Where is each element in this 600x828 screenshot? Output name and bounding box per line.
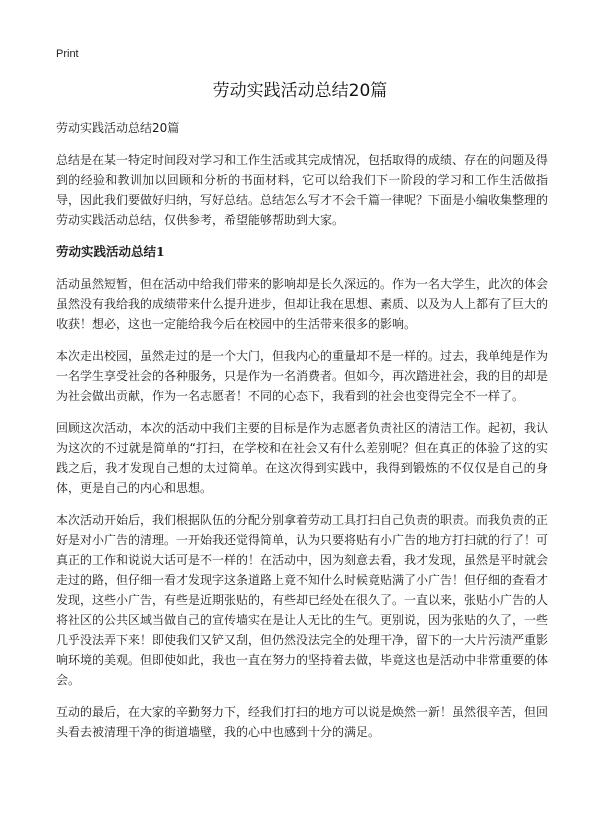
body-paragraph-2: 本次走出校园，虽然走过的是一个大门，但我内心的重量却不是一样的。过去，我单纯是作为一名学生享受社会的各种服务，只是作为一名消费者。但如今，再次踏进社会，我的目的却是为社会做出贡献，作为一名志愿者！不同的心态下，我看到的社会也变得完全不一样了。 — [56, 349, 549, 403]
intro-paragraph: 总结是在某一特定时间段对学习和工作生活或其完成情况，包括取得的成绩、存在的问题及得到的经验和教训加以回顾和分析的书面材料，它可以给我们下一阶段的学习和工作生活做指导，因此我们要做好归纳，写好总结。总结怎么写才不会千篇一律呢？下面是小编收集整理的劳动实践活动总结，仅供参考，希望能够帮助到大家。 — [56, 153, 549, 227]
body-paragraph-4: 本次活动开始后，我们根据队伍的分配分别拿着劳动工具打扫自己负责的职责。而我负责的正好是对小广告的清理。一开始我还觉得简单，认为只要将贴有小广告的地方打扫就的行了！可真正的工作和说说大话可是不一样的！在活动中，因为刻意去看，我才发现，虽然是平时就会走过的路，但仔细一看才发现字这条道路上竟不知什么时候竟贴满了小广告！但仔细的查看才发现，这些小广告，有些是近期张贴的，有些却已经处在很久了。一直以来，张贴小广告的人将社区的公共区域当做自己的宣传墙实在是让人无比的生气。更别说，因为张贴的久了，一些几乎没法弄下来！即使我们又铲又刮，但仍然没法完全的处理干净，留下的一大片污渍严重影响环境的美观。但即使如此，我也一直在努力的坚持着去做，毕竟这也是活动中非常重要的体会。 — [56, 513, 549, 687]
document-body — [56, 118, 548, 754]
body-paragraph-3: 回顾这次活动，本次的活动中我们主要的目标是作为志愿者负责社区的清洁工作。起初，我认为这次的不过就是简单的“打扫，在学校和在社会又有什么差别呢？但在真正的体验了这的实践之后，我才发现自己想的太过简单。在这次得到实践中，我得到锻炼的不仅仅是自己的身体，更是自己的内心和思想。 — [56, 421, 549, 495]
body-paragraph-5: 互动的最后，在大家的辛勤努力下，经我们打扫的地方可以说是焕然一新！虽然很辛苦，但回头看去被清理干净的街道墙壁，我的心中也感到十分的满足。 — [56, 705, 549, 739]
section-heading: 劳动实践活动总结1 — [56, 244, 165, 259]
document-subtitle: 劳动实践活动总结20篇 — [56, 121, 180, 135]
print-link[interactable]: Print — [56, 48, 79, 60]
body-paragraph-1: 活动虽然短暂，但在活动中给我们带来的影响却是长久深远的。作为一名大学生，此次的体会虽然没有我给我的成绩带来什么提升进步，但却让我在思想、素质、以及为人上都有了巨大的收获！想必，这也一定能给我今后在校园中的生活带来很多的影响。 — [56, 277, 549, 331]
document-title: 劳动实践活动总结20篇 — [212, 81, 388, 101]
